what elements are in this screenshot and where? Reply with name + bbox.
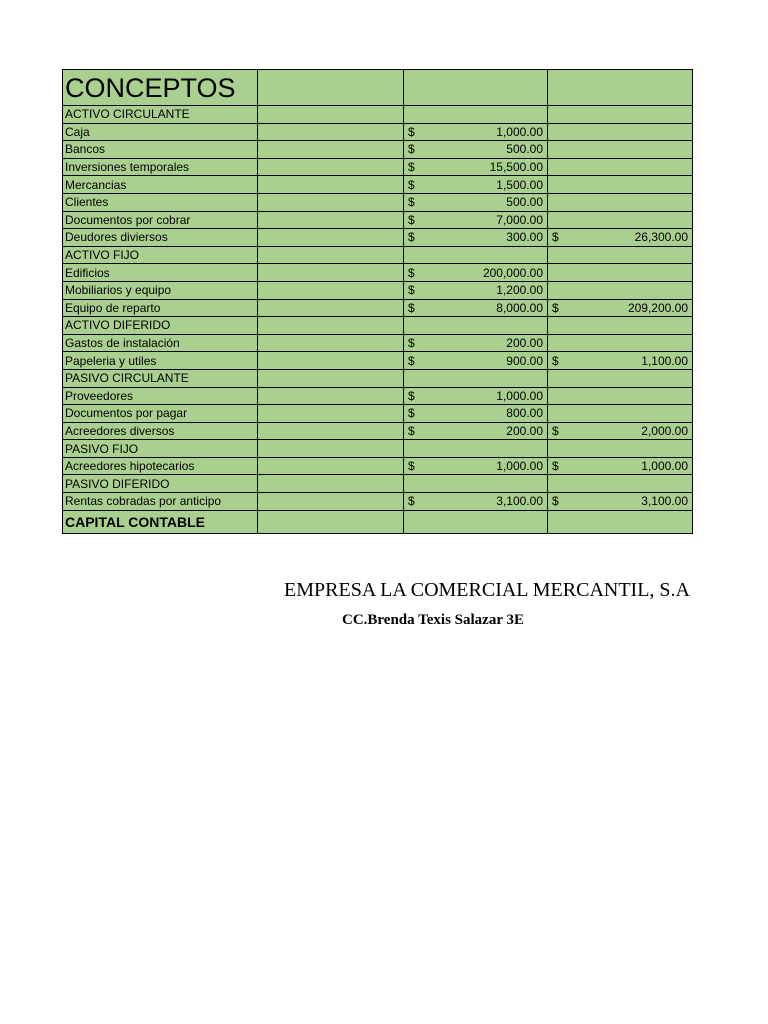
row-label: PASIVO FIJO — [63, 440, 258, 458]
empty-cell — [258, 264, 404, 282]
empty-cell — [404, 317, 548, 335]
table-row — [63, 493, 693, 511]
row-label: Rentas cobradas por anticipo — [63, 493, 258, 511]
capital-label: CAPITAL CONTABLE — [63, 510, 258, 533]
currency-symbol: $ — [552, 230, 559, 245]
empty-cell — [258, 405, 404, 423]
currency-symbol: $ — [408, 459, 415, 474]
row-label: Gastos de instalación — [63, 334, 258, 352]
total-cell-value: 2,000.00 — [641, 423, 688, 438]
row-label: Papeleria y utiles — [63, 352, 258, 370]
empty-cell — [548, 440, 693, 458]
currency-symbol: $ — [408, 177, 415, 192]
row-label: Acreedores diversos — [63, 422, 258, 440]
empty-cell — [258, 493, 404, 511]
total-cell-value: 209,200.00 — [627, 300, 688, 315]
table-row — [63, 281, 693, 299]
empty-cell — [258, 123, 404, 141]
empty-cell — [548, 106, 693, 124]
table-row — [63, 141, 693, 159]
row-label: ACTIVO DIFERIDO — [63, 317, 258, 335]
row-label: ACTIVO CIRCULANTE — [63, 106, 258, 124]
row-label: Edificios — [63, 264, 258, 282]
table-row — [63, 352, 693, 370]
table-row — [63, 334, 693, 352]
currency-symbol: $ — [408, 212, 415, 227]
amount-cell — [404, 493, 548, 511]
empty-cell — [258, 352, 404, 370]
empty-cell — [548, 369, 693, 387]
empty-cell — [548, 281, 693, 299]
amount-cell — [404, 123, 548, 141]
author-line: CC.Brenda Texis Salazar 3E — [342, 612, 524, 628]
empty-cell — [548, 510, 693, 533]
table-title-row — [63, 70, 693, 106]
amount-cell — [404, 211, 548, 229]
table-row — [63, 369, 693, 387]
currency-symbol: $ — [408, 494, 415, 509]
amount-cell-value: 7,000.00 — [496, 212, 543, 227]
row-label: Clientes — [63, 193, 258, 211]
currency-symbol: $ — [552, 353, 559, 368]
empty-cell — [258, 106, 404, 124]
empty-cell — [404, 510, 548, 533]
empty-cell — [548, 334, 693, 352]
amount-cell-value: 900.00 — [506, 353, 543, 368]
row-label: Equipo de reparto — [63, 299, 258, 317]
empty-cell — [258, 387, 404, 405]
table-row — [63, 106, 693, 124]
total-cell-value: 3,100.00 — [641, 494, 688, 509]
table-row — [63, 387, 693, 405]
empty-cell — [258, 369, 404, 387]
balance-table-body — [63, 70, 693, 534]
currency-symbol: $ — [408, 353, 415, 368]
row-label: Inversiones temporales — [63, 158, 258, 176]
currency-symbol: $ — [408, 142, 415, 157]
currency-symbol: $ — [408, 283, 415, 298]
currency-symbol: $ — [408, 300, 415, 315]
row-label: Documentos por pagar — [63, 405, 258, 423]
currency-symbol: $ — [408, 336, 415, 351]
row-label: Mercancias — [63, 176, 258, 194]
amount-cell — [404, 264, 548, 282]
empty-cell — [258, 141, 404, 159]
empty-cell — [258, 176, 404, 194]
amount-cell — [404, 193, 548, 211]
currency-symbol: $ — [408, 160, 415, 175]
total-cell-value: 1,100.00 — [641, 353, 688, 368]
total-cell — [548, 457, 693, 475]
empty-cell — [258, 422, 404, 440]
currency-symbol: $ — [408, 406, 415, 421]
amount-cell — [404, 334, 548, 352]
empty-cell — [404, 369, 548, 387]
amount-cell-value: 500.00 — [506, 142, 543, 157]
empty-cell — [258, 229, 404, 247]
row-label: Acreedores hipotecarios — [63, 457, 258, 475]
empty-cell — [548, 405, 693, 423]
row-label: Mobiliarios y equipo — [63, 281, 258, 299]
amount-cell — [404, 141, 548, 159]
amount-cell-value: 200.00 — [506, 336, 543, 351]
empty-cell — [548, 158, 693, 176]
empty-cell — [548, 246, 693, 264]
amount-cell — [404, 229, 548, 247]
empty-cell — [548, 70, 693, 106]
currency-symbol: $ — [408, 265, 415, 280]
amount-cell-value: 500.00 — [506, 195, 543, 210]
table-row — [63, 317, 693, 335]
empty-cell — [548, 264, 693, 282]
amount-cell — [404, 405, 548, 423]
amount-cell-value: 3,100.00 — [496, 494, 543, 509]
company-heading: EMPRESA LA COMERCIAL MERCANTIL, S.A — [284, 579, 690, 601]
currency-symbol: $ — [552, 494, 559, 509]
amount-cell-value: 1,500.00 — [496, 177, 543, 192]
table-row — [63, 264, 693, 282]
total-cell — [548, 229, 693, 247]
empty-cell — [258, 158, 404, 176]
row-label: ACTIVO FIJO — [63, 246, 258, 264]
empty-cell — [548, 176, 693, 194]
amount-cell-value: 1,000.00 — [496, 124, 543, 139]
amount-cell-value: 8,000.00 — [496, 300, 543, 315]
currency-symbol: $ — [408, 230, 415, 245]
amount-cell-value: 200.00 — [506, 423, 543, 438]
empty-cell — [258, 246, 404, 264]
table-row — [63, 475, 693, 493]
table-row — [63, 229, 693, 247]
balance-table — [62, 69, 693, 534]
empty-cell — [258, 334, 404, 352]
currency-symbol: $ — [408, 195, 415, 210]
table-row — [63, 440, 693, 458]
row-label: Deudores diviersos — [63, 229, 258, 247]
amount-cell-value: 1,200.00 — [496, 283, 543, 298]
total-cell — [548, 422, 693, 440]
empty-cell — [404, 106, 548, 124]
row-label: Caja — [63, 123, 258, 141]
amount-cell — [404, 387, 548, 405]
empty-cell — [258, 510, 404, 533]
empty-cell — [258, 299, 404, 317]
row-label: Proveedores — [63, 387, 258, 405]
empty-cell — [548, 475, 693, 493]
total-cell-value: 26,300.00 — [634, 230, 688, 245]
table-row — [63, 457, 693, 475]
table-row — [63, 158, 693, 176]
row-label: Bancos — [63, 141, 258, 159]
currency-symbol: $ — [408, 423, 415, 438]
total-cell — [548, 352, 693, 370]
currency-symbol: $ — [552, 423, 559, 438]
empty-cell — [548, 123, 693, 141]
empty-cell — [548, 141, 693, 159]
row-label: PASIVO DIFERIDO — [63, 475, 258, 493]
table-row — [63, 299, 693, 317]
amount-cell-value: 1,000.00 — [496, 388, 543, 403]
row-label: PASIVO CIRCULANTE — [63, 369, 258, 387]
amount-cell-value: 200,000.00 — [482, 265, 543, 280]
empty-cell — [258, 457, 404, 475]
amount-cell — [404, 422, 548, 440]
amount-cell — [404, 281, 548, 299]
currency-symbol: $ — [408, 388, 415, 403]
empty-cell — [258, 281, 404, 299]
amount-cell — [404, 176, 548, 194]
capital-row — [63, 510, 693, 533]
amount-cell — [404, 352, 548, 370]
empty-cell — [258, 440, 404, 458]
table-row — [63, 405, 693, 423]
empty-cell — [548, 193, 693, 211]
row-label: Documentos por cobrar — [63, 211, 258, 229]
amount-cell-value: 300.00 — [506, 230, 543, 245]
total-cell — [548, 493, 693, 511]
total-cell — [548, 299, 693, 317]
empty-cell — [404, 475, 548, 493]
amount-cell-value: 15,500.00 — [489, 160, 543, 175]
amount-cell — [404, 299, 548, 317]
amount-cell-value: 1,000.00 — [496, 459, 543, 474]
table-row — [63, 422, 693, 440]
table-row — [63, 123, 693, 141]
table-row — [63, 246, 693, 264]
empty-cell — [548, 317, 693, 335]
empty-cell — [548, 387, 693, 405]
table-title: CONCEPTOS — [63, 70, 258, 106]
empty-cell — [258, 70, 404, 106]
empty-cell — [404, 440, 548, 458]
currency-symbol: $ — [552, 300, 559, 315]
table-row — [63, 176, 693, 194]
empty-cell — [258, 317, 404, 335]
empty-cell — [258, 211, 404, 229]
empty-cell — [404, 70, 548, 106]
currency-symbol: $ — [408, 124, 415, 139]
empty-cell — [258, 193, 404, 211]
empty-cell — [258, 475, 404, 493]
empty-cell — [548, 211, 693, 229]
empty-cell — [404, 246, 548, 264]
currency-symbol: $ — [552, 459, 559, 474]
table-row — [63, 211, 693, 229]
total-cell-value: 1,000.00 — [641, 459, 688, 474]
amount-cell — [404, 158, 548, 176]
amount-cell — [404, 457, 548, 475]
table-row — [63, 193, 693, 211]
amount-cell-value: 800.00 — [506, 406, 543, 421]
